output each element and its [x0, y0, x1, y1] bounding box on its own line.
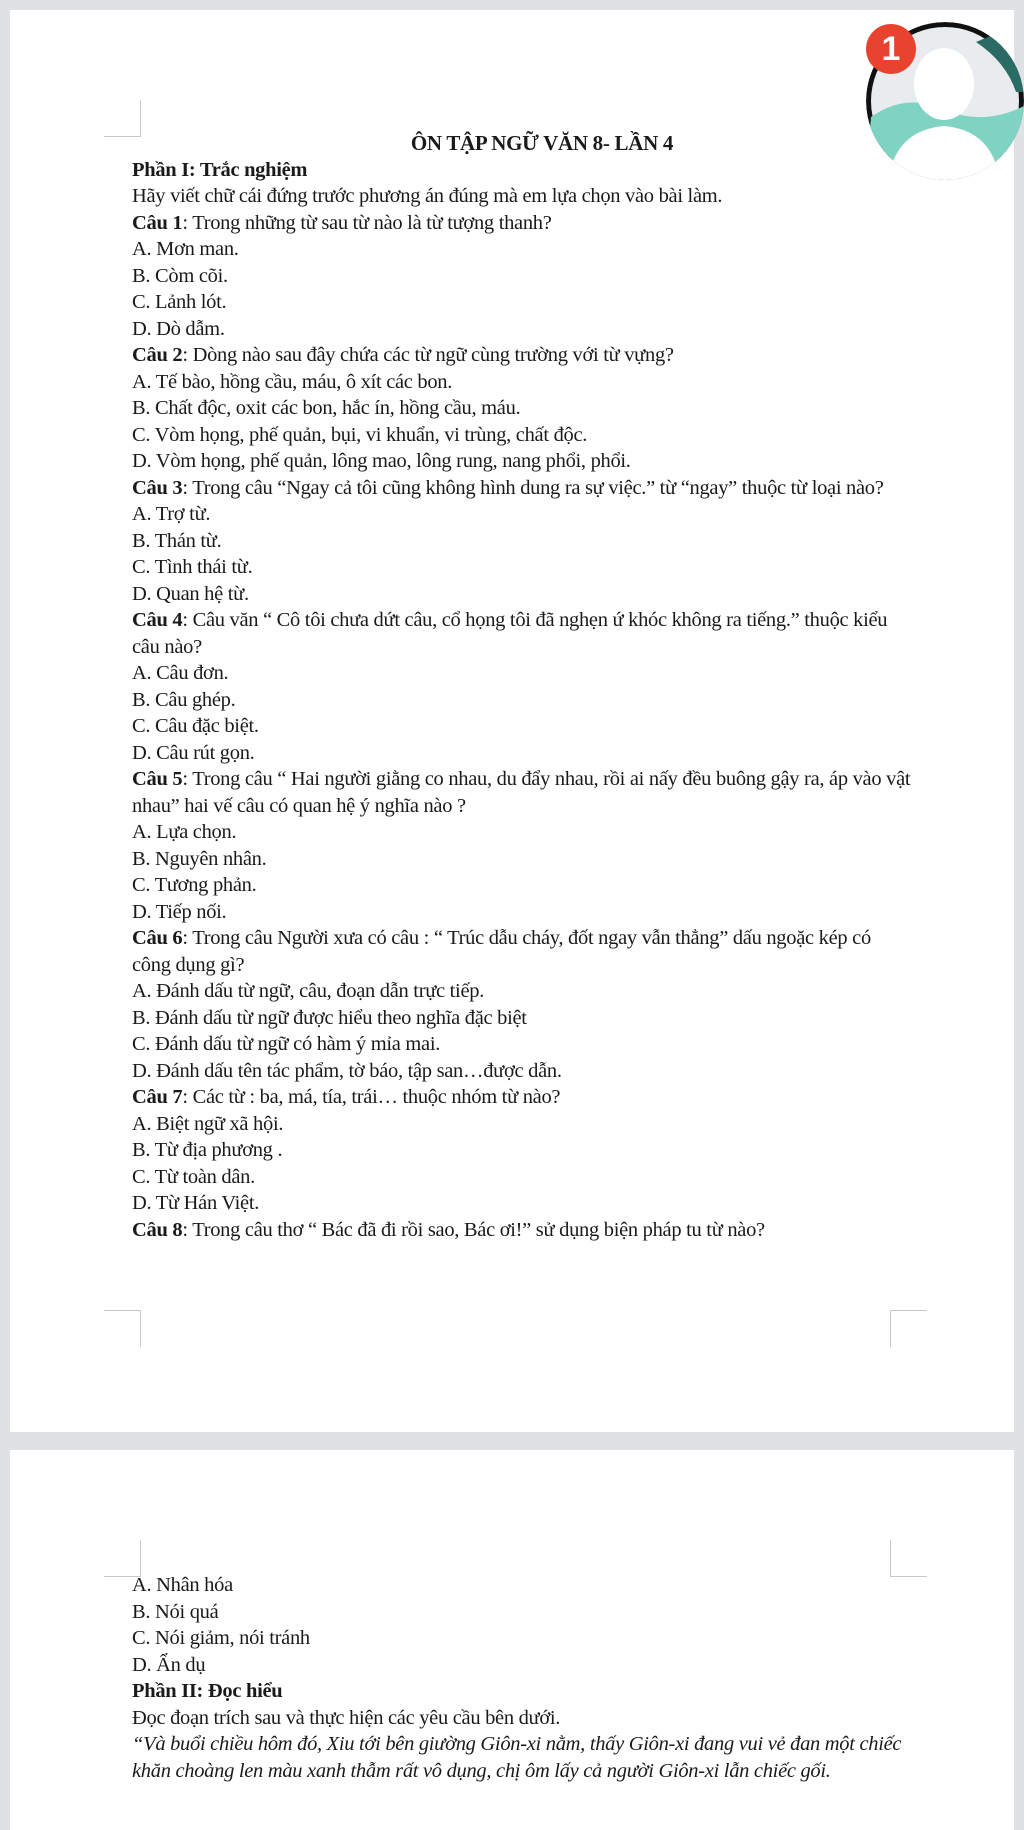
answer-option: A. Lựa chọn. — [132, 821, 237, 843]
answer-option: C. Câu đặc biệt. — [132, 715, 259, 737]
question-label: Câu 4 — [132, 609, 183, 631]
answer-option: D. Ẩn dụ — [132, 1653, 206, 1676]
answer-option: B. Nói quá — [132, 1600, 219, 1623]
question-4 — [132, 607, 912, 660]
question-text: : Trong những từ sau từ nào là từ tượng thanh? — [182, 211, 552, 234]
part-2-heading: Phần II: Đọc hiểu — [132, 1680, 283, 1702]
document-title: ÔN TẬP NGỮ VĂN 8- LẦN 4 — [410, 131, 674, 155]
answer-option: A. Đánh dấu từ ngữ, câu, đoạn dẫn trực tiếp. — [132, 980, 485, 1002]
answer-option: C. Tương phản. — [132, 874, 257, 896]
answer-option: A. Mơn man. — [132, 238, 239, 260]
answer-option: D. Dò dẫm. — [132, 317, 225, 340]
question-text: : Trong câu Người xưa có câu : “ Trúc dẫu cháy, đốt ngay vẫn thẳng” dấu ngoặc kép có công dụng gì? — [132, 927, 871, 976]
page-2-content — [132, 1572, 912, 1784]
question-label: Câu 8 — [132, 1218, 183, 1241]
question-label: Câu 1 — [132, 211, 183, 234]
answer-option: B. Chất độc, oxit các bon, hắc ín, hồng cầu, máu. — [132, 397, 521, 419]
answer-option: D. Vòm họng, phế quản, lông mao, lông rung, nang phổi, phổi. — [132, 450, 631, 472]
question-1 — [132, 210, 912, 237]
reading-excerpt: “Và buổi chiều hôm đó, Xiu tới bên giường Giôn-xi nằm, thấy Giôn-xi đang vui vẻ đan một chiếc khăn choàng len màu xanh thẫm rất vô dụng, chị ôm lấy cả người Giôn-xi lẫn chiếc gối. — [132, 1733, 902, 1782]
question-5 — [132, 766, 912, 819]
part-1-heading: Phần I: Trắc nghiệm — [132, 158, 308, 181]
question-2 — [132, 342, 912, 369]
question-8 — [132, 1217, 912, 1244]
answer-option: B. Từ địa phương . — [132, 1139, 283, 1161]
answer-option: A. Biệt ngữ xã hội. — [132, 1112, 284, 1135]
answer-option: A. Nhân hóa — [132, 1574, 233, 1596]
question-label: Câu 3 — [132, 476, 183, 499]
margin-corner-mark — [104, 1310, 141, 1347]
page-1-content — [132, 130, 912, 1243]
answer-option: C. Vòm họng, phế quản, bụi, vi khuẩn, vi trùng, chất độc. — [132, 423, 588, 446]
answer-option: A. Câu đơn. — [132, 662, 229, 684]
part-1-instruction: Hãy viết chữ cái đứng trước phương án đúng mà em lựa chọn vào bài làm. — [132, 185, 723, 207]
answer-option: C. Từ toàn dân. — [132, 1165, 255, 1188]
answer-option: C. Lảnh lót. — [132, 291, 227, 313]
question-6 — [132, 925, 912, 978]
answer-option: B. Đánh dấu từ ngữ được hiểu theo nghĩa đặc biệt — [132, 1006, 527, 1029]
question-text: : Các từ : ba, má, tía, trái… thuộc nhóm từ nào? — [182, 1086, 561, 1108]
notification-badge: 1 — [866, 24, 916, 74]
answer-option: C. Đánh dấu từ ngữ có hàm ý mỉa mai. — [132, 1033, 441, 1055]
question-label: Câu 7 — [132, 1086, 183, 1108]
answer-option: D. Đánh dấu tên tác phẩm, tờ báo, tập san…được dẫn. — [132, 1059, 562, 1082]
document-page-1 — [10, 10, 1014, 1432]
answer-option: C. Tình thái từ. — [132, 556, 253, 578]
answer-option: D. Tiếp nối. — [132, 900, 227, 923]
answer-option: D. Từ Hán Việt. — [132, 1192, 260, 1214]
answer-option: D. Quan hệ từ. — [132, 582, 249, 605]
question-text: : Dòng nào sau đây chứa các từ ngữ cùng trường với từ vựng? — [182, 344, 674, 366]
question-text: : Trong câu thơ “ Bác đã đi rồi sao, Bác ơi!” sử dụng biện pháp tu từ nào? — [182, 1218, 765, 1241]
answer-option: B. Còm cõi. — [132, 264, 228, 287]
question-3 — [132, 475, 912, 502]
answer-option: A. Trợ từ. — [132, 503, 211, 525]
answer-option: C. Nói giảm, nói tránh — [132, 1627, 310, 1649]
question-text: : Trong câu “ Hai người giằng co nhau, du đẩy nhau, rồi ai nấy đều buông gậy ra, áp vào vật nhau” hai vế câu có quan hệ ý nghĩa nào ? — [132, 768, 911, 817]
question-text: : Câu văn “ Cô tôi chưa dứt câu, cổ họng tôi đã nghẹn ứ khóc không ra tiếng.” thuộc kiểu câu nào? — [132, 609, 888, 658]
question-7 — [132, 1084, 912, 1111]
answer-option: D. Câu rút gọn. — [132, 741, 255, 764]
question-label: Câu 5 — [132, 768, 183, 790]
document-page-2 — [10, 1450, 1014, 1830]
answer-option: B. Thán từ. — [132, 529, 222, 552]
answer-option: B. Nguyên nhân. — [132, 847, 267, 870]
question-text: : Trong câu “Ngay cả tôi cũng không hình dung ra sự việc.” từ “ngay” thuộc từ loại nào? — [182, 476, 884, 499]
answer-option: B. Câu ghép. — [132, 688, 236, 711]
question-label: Câu 2 — [132, 344, 183, 366]
question-label: Câu 6 — [132, 927, 183, 949]
margin-corner-mark — [890, 1310, 927, 1347]
answer-option: A. Tế bào, hồng cầu, máu, ô xít các bon. — [132, 370, 453, 393]
part-2-instruction: Đọc đoạn trích sau và thực hiện các yêu cầu bên dưới. — [132, 1706, 561, 1729]
